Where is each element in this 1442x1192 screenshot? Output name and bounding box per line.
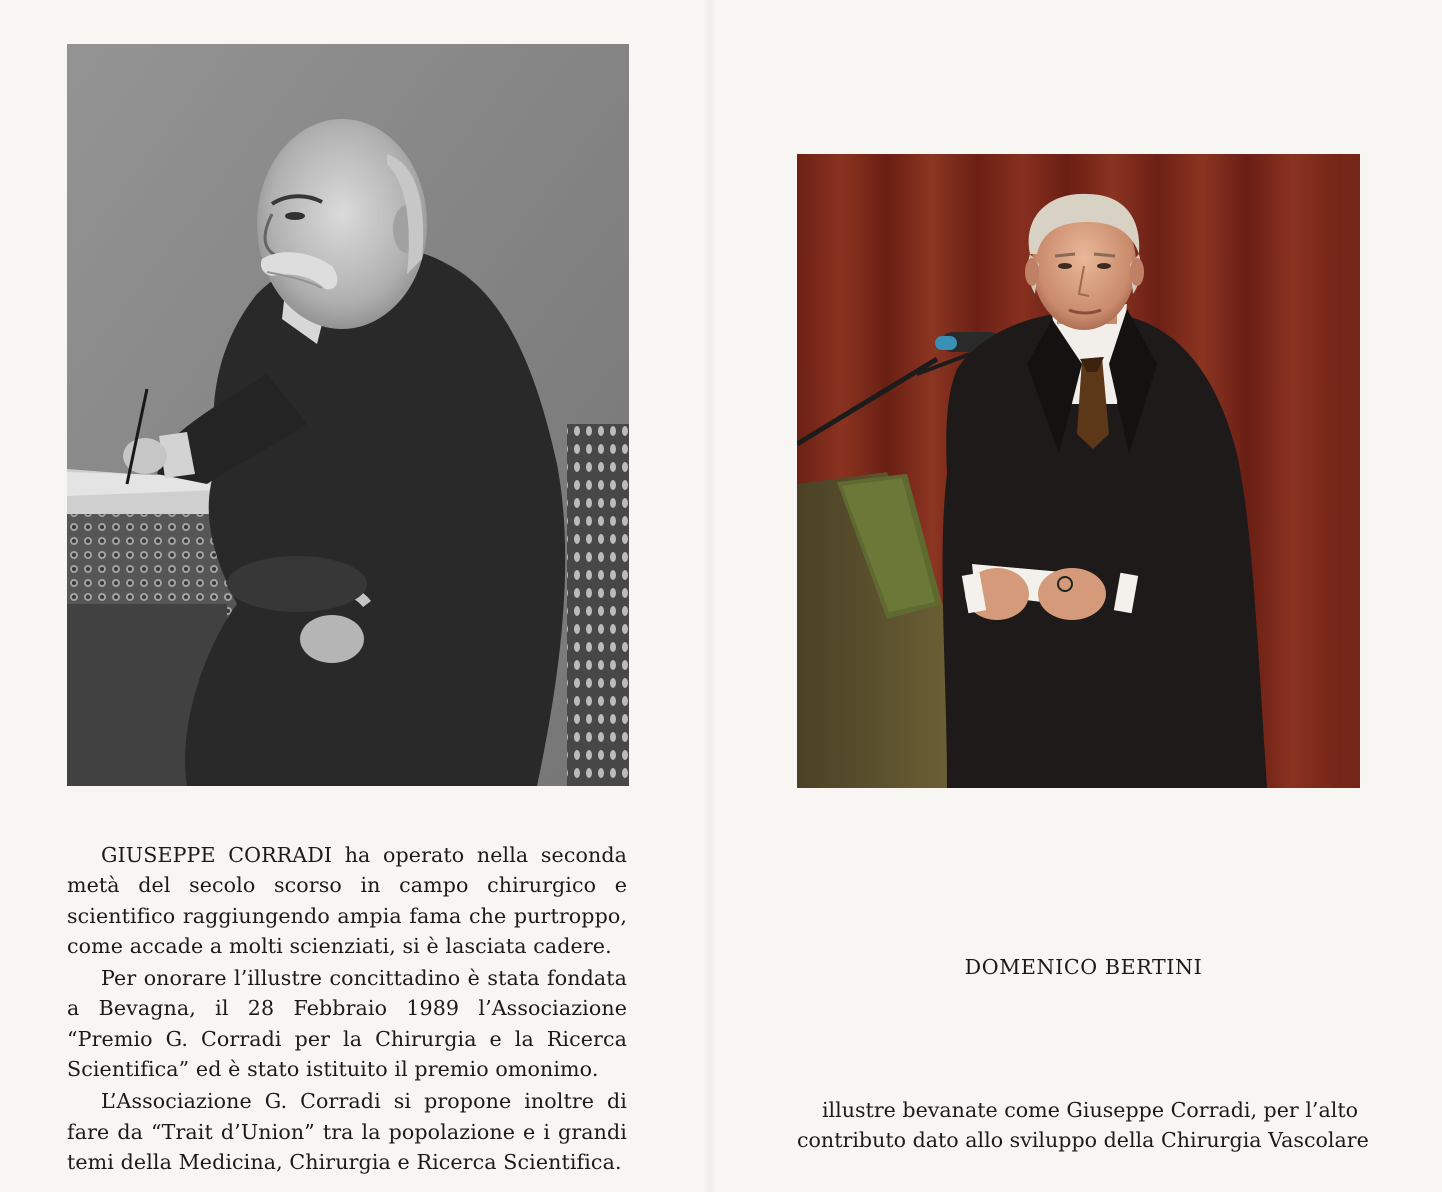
corradi-association-text	[67, 840, 627, 1177]
honoree-name	[715, 955, 1442, 979]
paragraph-1: GIUSEPPE CORRADI ha operato nella seconda metà del secolo scorso in campo chirurgico e scientifico raggiungendo ampia fama che purtroppo, come accade a molti scienziati, si è lasciata cadere.	[67, 843, 627, 958]
giuseppe-corradi-portrait	[67, 44, 629, 786]
left-page	[0, 0, 705, 1192]
honoree-name-text: DOMENICO BERTINI	[964, 955, 1203, 979]
caption-line-1: illustre bevanate come Giuseppe Corradi, per l’alto	[821, 1098, 1358, 1122]
paragraph-2: Per onorare l’illustre concittadino è stata fondata a Bevagna, il 28 Febbraio 1989 l’Associazione “Premio G. Corradi per la Chirurgia e la Ricerca Scientifica” ed è stato istituito il premio omonimo.	[67, 966, 627, 1082]
paragraph-3: L’Associazione G. Corradi si propone inoltre di fare da “Trait d’Union” tra la popolazione e i grandi temi della Medicina, Chirurgia e Ricerca Scientifica.	[67, 1089, 627, 1174]
honoree-caption	[797, 1095, 1369, 1156]
domenico-bertini-portrait	[797, 154, 1360, 788]
right-page	[715, 0, 1442, 1192]
caption-line-2: contributo dato allo sviluppo della Chirurgia Vascolare	[797, 1128, 1369, 1153]
